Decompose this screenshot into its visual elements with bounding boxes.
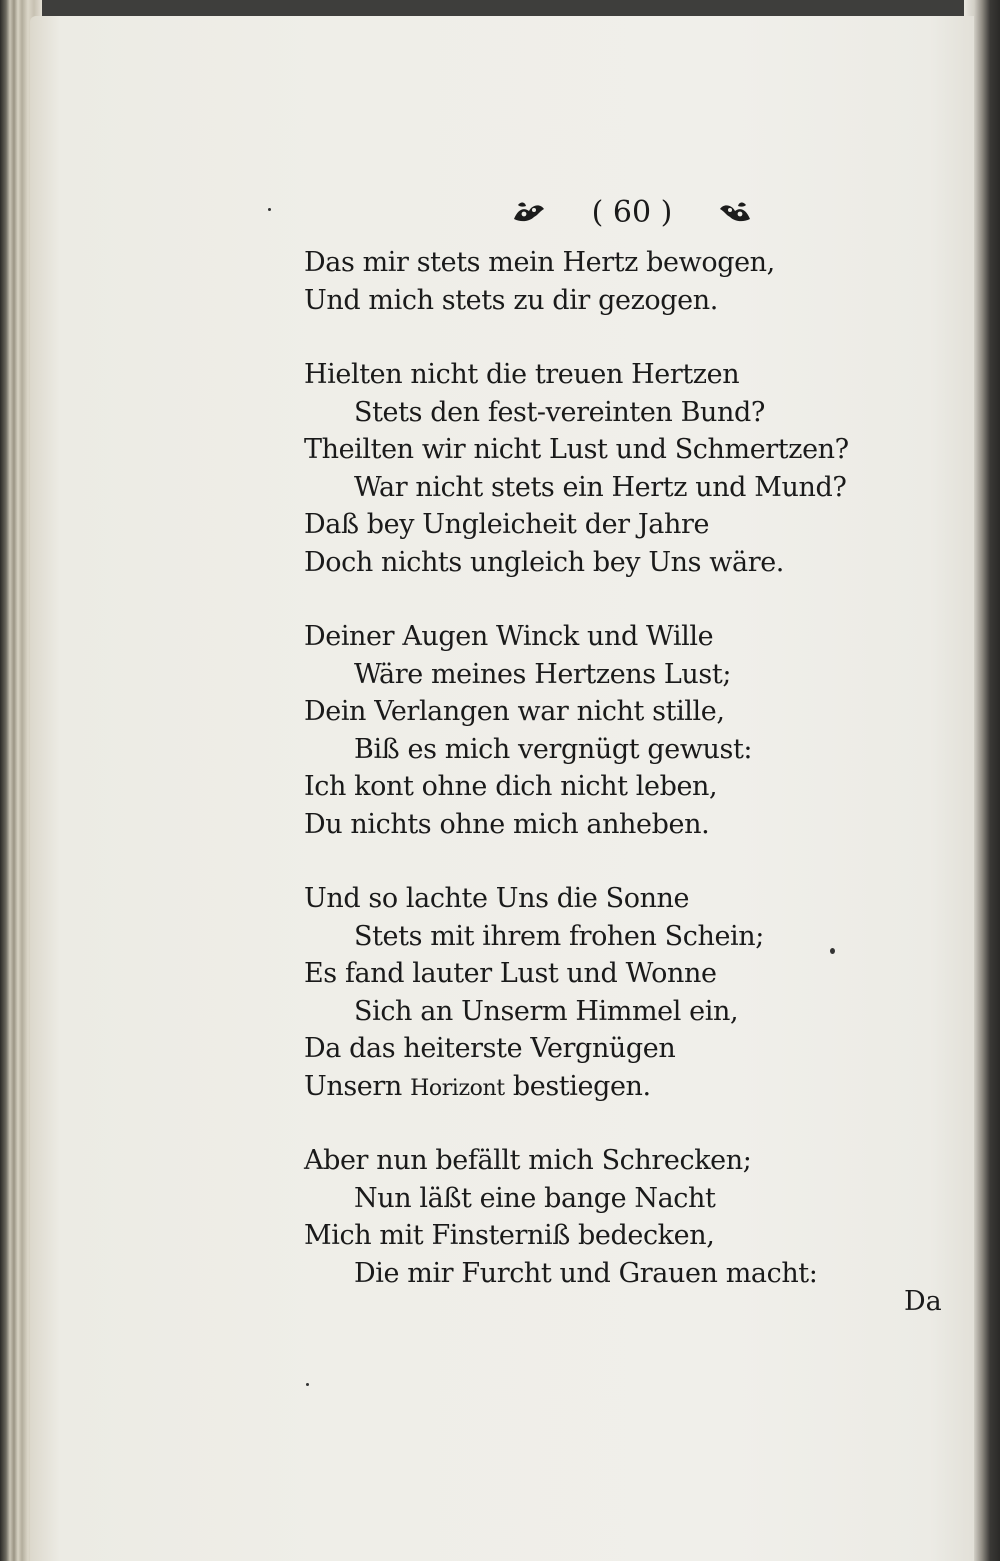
verse-line: Nun läßt eine bange Nacht <box>354 1182 716 1214</box>
verse-line: Das mir stets mein Hertz bewogen, <box>304 247 775 278</box>
verse-text: Unsern <box>304 1070 411 1102</box>
catchword: Da <box>904 1286 942 1317</box>
verse-line: Ich kont ohne dich nicht leben, <box>304 771 718 802</box>
verse-line: Sich an Unserm Himmel ein, <box>354 995 739 1027</box>
ink-speck <box>306 1383 309 1386</box>
ink-speck <box>830 948 835 954</box>
poem <box>304 244 924 1292</box>
verse-line: Und mich stets zu dir gezogen. <box>304 284 718 316</box>
verse-line: Biß es mich vergnügt gewust: <box>354 733 753 765</box>
verse-line: War nicht stets ein Hertz und Mund? <box>354 471 847 503</box>
stanza <box>304 244 924 319</box>
verse-line: Deiner Augen Winck und Wille <box>304 621 714 652</box>
page-number: ( 60 ) <box>591 194 673 230</box>
verse-line <box>304 1068 924 1106</box>
verse-line: Stets mit ihrem frohen Schein; <box>354 920 764 952</box>
verse-line: Doch nichts ungleich bey Uns wäre. <box>304 546 784 578</box>
verse-line: Theilten wir nicht Lust und Schmertzen? <box>304 434 849 465</box>
stanza <box>304 618 924 843</box>
verse-line: Es fand lauter Lust und Wonne <box>304 958 717 989</box>
ink-speck <box>268 208 271 211</box>
verse-line: Dein Verlangen war nicht stille, <box>304 696 725 727</box>
verse-line: Mich mit Finsterniß bedecken, <box>304 1220 715 1251</box>
antiqua-word: Horizont <box>410 1075 505 1101</box>
verse-text: bestiegen. <box>504 1070 651 1102</box>
stanza <box>304 880 924 1105</box>
floral-ornament-icon <box>512 199 546 225</box>
floral-ornament-icon <box>718 199 752 225</box>
verse-line: Stets den fest-vereinten Bund? <box>354 396 765 428</box>
verse-line: Aber nun befällt mich Schrecken; <box>304 1145 752 1176</box>
stanza <box>304 1142 924 1292</box>
page-header <box>512 192 752 232</box>
verse-line: Da das heiterste Vergnügen <box>304 1033 676 1064</box>
verse-line: Und so lachte Uns die Sonne <box>304 883 690 914</box>
stanza <box>304 356 924 581</box>
verse-line: Du nichts ohne mich anheben. <box>304 808 710 840</box>
verse-line: Die mir Furcht und Grauen macht: <box>354 1257 818 1289</box>
verse-line: Wäre meines Hertzens Lust; <box>354 658 732 690</box>
verse-line: Hielten nicht die treuen Hertzen <box>304 359 740 390</box>
verse-line: Daß bey Ungleicheit der Jahre <box>304 509 710 540</box>
